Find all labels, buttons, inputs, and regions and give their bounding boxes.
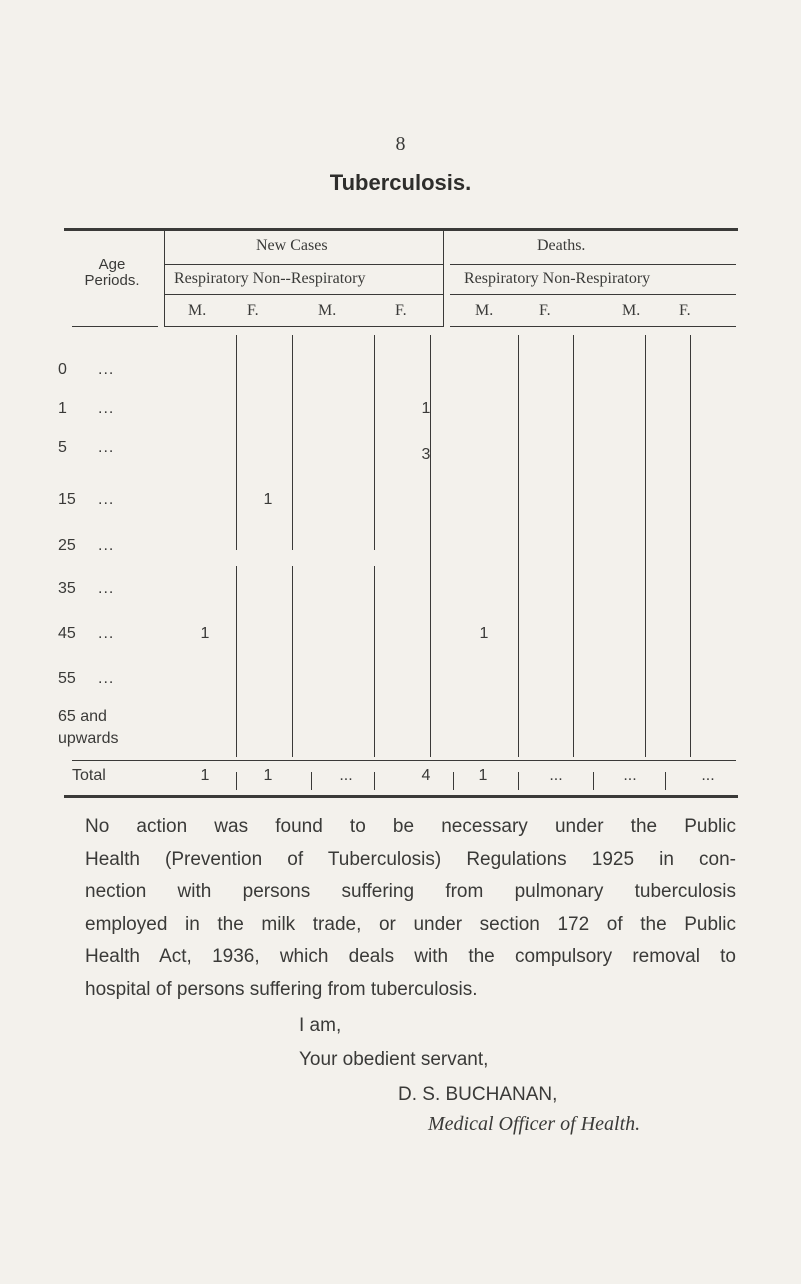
signature-role: Medical Officer of Health. bbox=[428, 1113, 641, 1135]
deaths-subheader: Respiratory Non-Respiratory bbox=[464, 270, 651, 287]
table-cell: 1 bbox=[263, 491, 273, 508]
age-row: 55 ... bbox=[58, 670, 115, 687]
sex-header: M. bbox=[188, 302, 207, 319]
body-paragraph: No action was found to be necessary under the Public Health (Prevention of Tuberculosis) Regulations 1925 in con- nection with persons suffering from pulmonary tuberculosis employed in the milk trade, or under section 172 of the Public Health Act, 1936, which deals with the compulsory removal to hospital of persons suffering from tuberculosis. bbox=[85, 816, 736, 1000]
table-cell: 3 bbox=[421, 446, 431, 463]
age-row: 5 ... bbox=[58, 439, 115, 456]
age-row: 0 ... bbox=[58, 361, 115, 378]
page-title: Tuberculosis. bbox=[329, 170, 472, 195]
sex-header: F. bbox=[539, 302, 551, 319]
deaths-header: Deaths. bbox=[537, 237, 586, 254]
total-cell: ... bbox=[623, 767, 637, 784]
age-row-65-upwards: 65 and upwards bbox=[58, 708, 119, 747]
page-number: 8 bbox=[395, 133, 406, 155]
sex-header: F. bbox=[247, 302, 259, 319]
sex-header: M. bbox=[475, 302, 494, 319]
age-row: 45 ... bbox=[58, 625, 115, 642]
new-cases-subheader: Respiratory Non--Respiratory bbox=[174, 270, 366, 287]
age-row: 1 ... bbox=[58, 400, 115, 417]
sex-header: M. bbox=[318, 302, 337, 319]
closing-salutation: Your obedient servant, bbox=[299, 1049, 489, 1070]
age-row: 35 ... bbox=[58, 580, 115, 597]
closing-i-am: I am, bbox=[299, 1015, 342, 1036]
table-cell: 1 bbox=[200, 625, 210, 642]
total-label: Total bbox=[72, 767, 106, 784]
table-cell: 1 bbox=[421, 400, 431, 417]
total-cell: ... bbox=[339, 767, 353, 784]
age-row: 25 ... bbox=[58, 537, 115, 554]
table-top-rule bbox=[64, 228, 738, 231]
sex-header: F. bbox=[679, 302, 691, 319]
table-cell: 1 bbox=[479, 625, 489, 642]
total-cell: ... bbox=[701, 767, 715, 784]
total-cell: 1 bbox=[263, 767, 273, 784]
age-periods-header: Age Periods. bbox=[84, 256, 140, 289]
total-cell: ... bbox=[549, 767, 563, 784]
signature-name: D. S. BUCHANAN, bbox=[398, 1084, 558, 1105]
sex-header: M. bbox=[622, 302, 641, 319]
total-cell: 4 bbox=[421, 767, 431, 784]
total-cell: 1 bbox=[478, 767, 488, 784]
table-bottom-rule bbox=[64, 795, 738, 798]
age-row: 15 ... bbox=[58, 491, 115, 508]
new-cases-header: New Cases bbox=[256, 237, 328, 254]
sex-header: F. bbox=[395, 302, 407, 319]
total-cell: 1 bbox=[200, 767, 210, 784]
